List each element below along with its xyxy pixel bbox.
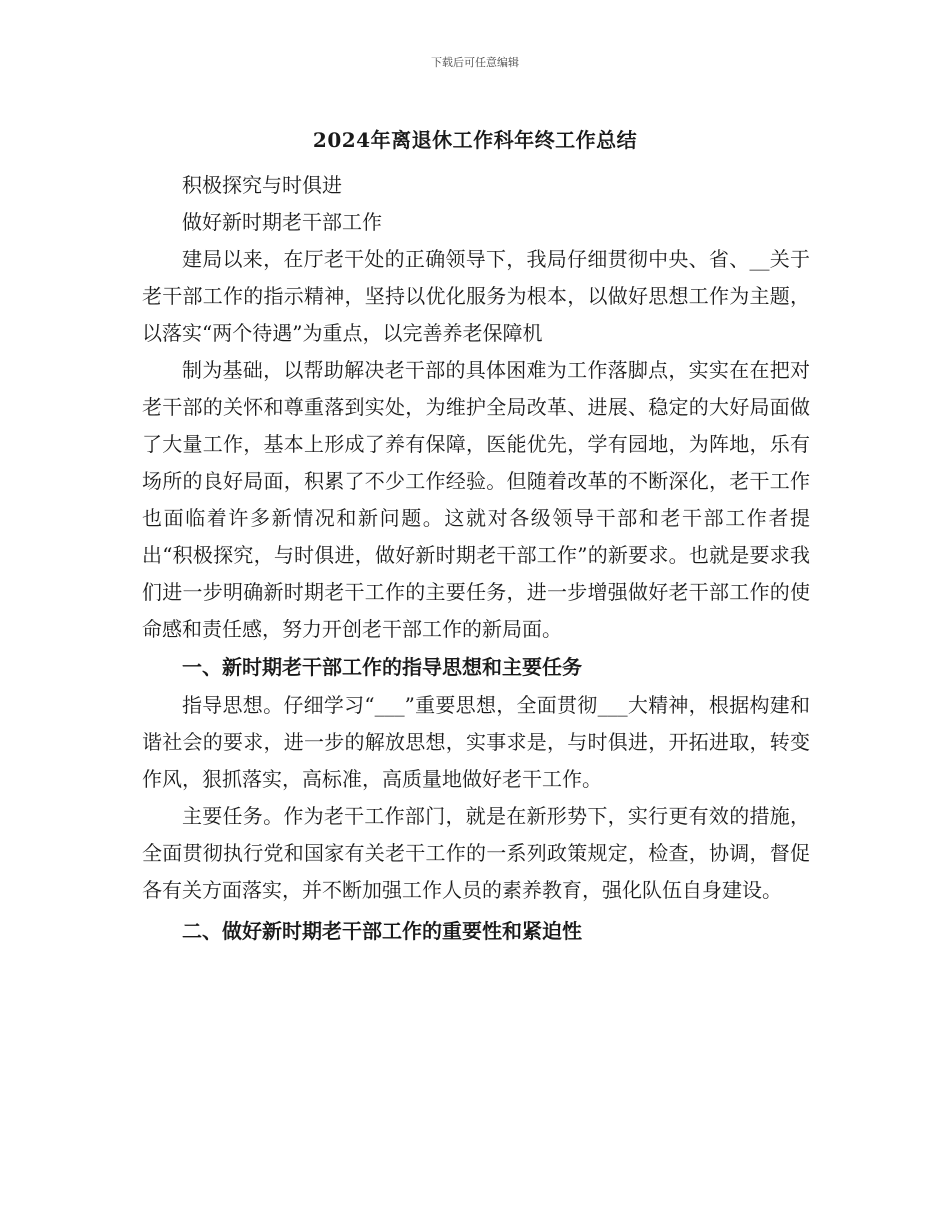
paragraph-main-tasks: 主要任务。作为老干工作部门，就是在新形势下，实行更有效的措施，全面贯彻执行党和国家有关老干工作的一系列政策规定，检查，协调，督促各有关方面落实，并不断加强工作人员的素养教育，强化队伍自身建设。 [142,804,810,902]
subtitle-line-1: 积极探究与时俱进 [182,173,342,197]
header-note: 下载后可任意编辑 [431,56,519,69]
document-body [142,167,810,951]
paragraph-overview: 制为基础，以帮助解决老干部的具体困难为工作落脚点，实实在在把对老干部的关怀和尊重落到实处，为维护全局改革、进展、稳定的大好局面做了大量工作，基本上形成了养有保障，医能优先，学有园地，为阵地，乐有场所的良好局面，积累了不少工作经验。但随着改革的不断深化，老干工作也面临着许多新情况和新问题。这就对各级领导干部和老干部工作者提出“积极探究，与时俱进，做好新时期老干部工作”的新要求。也就是要求我们进一步明确新时期老干工作的主要任务，进一步增强做好老干部工作的使命感和责任感，努力开创老干部工作的新局面。 [142,358,810,641]
section-heading-1: 一、新时期老干部工作的指导思想和主要任务 [182,655,582,679]
section-heading-2: 二、做好新时期老干部工作的重要性和紧迫性 [182,919,582,943]
paragraph-guiding-thought: 指导思想。仔细学习“___”重要思想，全面贯彻___大精神，根据构建和谐社会的要求，进一步的解放思想，实事求是，与时俱进，开拓进取，转变作风，狠抓落实，高标准，高质量地做好老干工作。 [142,693,810,791]
paragraph-intro: 建局以来，在厅老干处的正确领导下，我局仔细贯彻中央、省、__关于老干部工作的指示精神，坚持以优化服务为根本，以做好思想工作为主题，以落实“两个待遇”为重点，以完善养老保障机 [142,247,810,345]
document-title: 2024年离退休工作科年终工作总结 [312,128,638,152]
subtitle-line-2: 做好新时期老干部工作 [182,210,382,234]
